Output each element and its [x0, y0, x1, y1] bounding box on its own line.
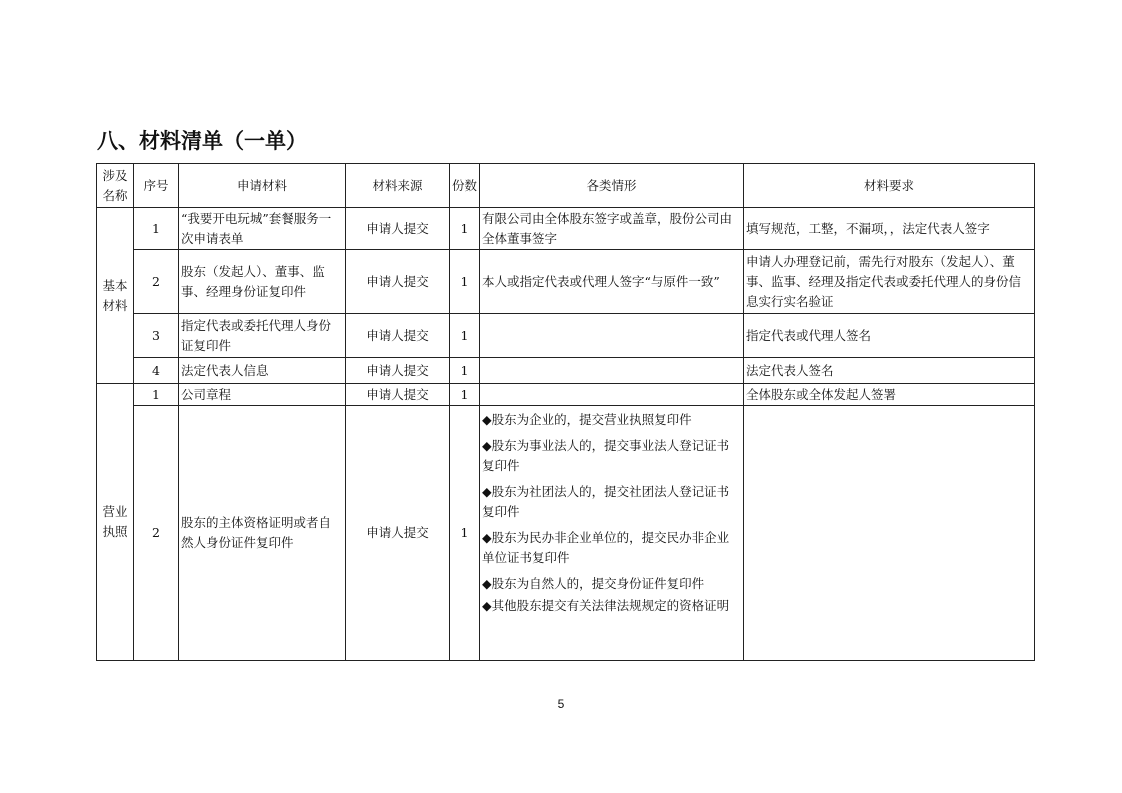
table-header-row: [97, 164, 1035, 208]
row-situation: 本人或指定代表或代理人签字“与原件一致”: [480, 250, 744, 314]
row-situation: [480, 314, 744, 358]
header-requirement: 材料要求: [744, 164, 1035, 208]
row-situation: [480, 358, 744, 384]
row-requirement: 法定代表人签名: [744, 358, 1035, 384]
table-row: [97, 358, 1035, 384]
row-copies: 1: [450, 358, 480, 384]
row-source: 申请人提交: [346, 406, 450, 661]
row-source: 申请人提交: [346, 208, 450, 250]
section-heading: 八、材料清单（一单）: [97, 129, 307, 153]
row-no: 2: [134, 250, 179, 314]
row-source: 申请人提交: [346, 358, 450, 384]
materials-table: [96, 163, 1035, 661]
header-material: 申请材料: [179, 164, 346, 208]
row-situation: [480, 406, 744, 661]
table-row: [97, 384, 1035, 406]
table-row: [97, 250, 1035, 314]
situation-item: ◆股东为自然人的，提交身份证件复印件: [482, 576, 705, 591]
row-copies: 1: [450, 384, 480, 406]
row-material: 法定代表人信息: [179, 358, 346, 384]
situation-item: ◆股东为民办非企业单位的，提交民办非企业单位证书复印件: [482, 530, 730, 565]
header-copies: 份数: [450, 164, 480, 208]
row-copies: 1: [450, 208, 480, 250]
row-situation: [480, 384, 744, 406]
situation-item: ◆股东为企业的，提交营业执照复印件: [482, 412, 692, 427]
table-row: [97, 314, 1035, 358]
group-name: 营业执照: [97, 384, 134, 661]
row-copies: 1: [450, 406, 480, 661]
row-source: 申请人提交: [346, 384, 450, 406]
row-material: 指定代表或委托代理人身份证复印件: [179, 314, 346, 358]
row-material: 股东的主体资格证明或者自然人身份证件复印件: [179, 406, 346, 661]
row-copies: 1: [450, 250, 480, 314]
row-material: 股东（发起人）、董事、监事、经理身份证复印件: [179, 250, 346, 314]
row-requirement: 全体股东或全体发起人签署: [744, 384, 1035, 406]
header-situation: 各类情形: [480, 164, 744, 208]
situation-item: ◆其他股东提交有关法律法规规定的资格证明: [482, 598, 730, 613]
row-no: 2: [134, 406, 179, 661]
row-source: 申请人提交: [346, 250, 450, 314]
group-name: 基本材料: [97, 208, 134, 384]
row-no: 1: [134, 208, 179, 250]
row-requirement: [744, 406, 1035, 661]
row-requirement: 申请人办理登记前，需先行对股东（发起人）、董事、监事、经理及指定代表或委托代理人的身份信息实行实名验证: [744, 250, 1035, 314]
row-no: 4: [134, 358, 179, 384]
row-no: 1: [134, 384, 179, 406]
row-no: 3: [134, 314, 179, 358]
header-category: 涉及名称: [97, 164, 134, 208]
situation-item: ◆股东为事业法人的，提交事业法人登记证书复印件: [482, 438, 730, 473]
row-requirement: 指定代表或代理人签名: [744, 314, 1035, 358]
row-requirement: 填写规范，工整，不漏项，，法定代表人签字: [744, 208, 1035, 250]
situation-item: ◆股东为社团法人的，提交社团法人登记证书复印件: [482, 484, 730, 519]
row-material: 公司章程: [179, 384, 346, 406]
row-copies: 1: [450, 314, 480, 358]
table-row: [97, 208, 1035, 250]
row-material: “我要开电玩城”套餐服务一次申请表单: [179, 208, 346, 250]
row-situation: 有限公司由全体股东签字或盖章，股份公司由全体董事签字: [480, 208, 744, 250]
header-source: 材料来源: [346, 164, 450, 208]
row-source: 申请人提交: [346, 314, 450, 358]
header-no: 序号: [134, 164, 179, 208]
page-number: 5: [557, 697, 565, 711]
table-row: [97, 406, 1035, 661]
